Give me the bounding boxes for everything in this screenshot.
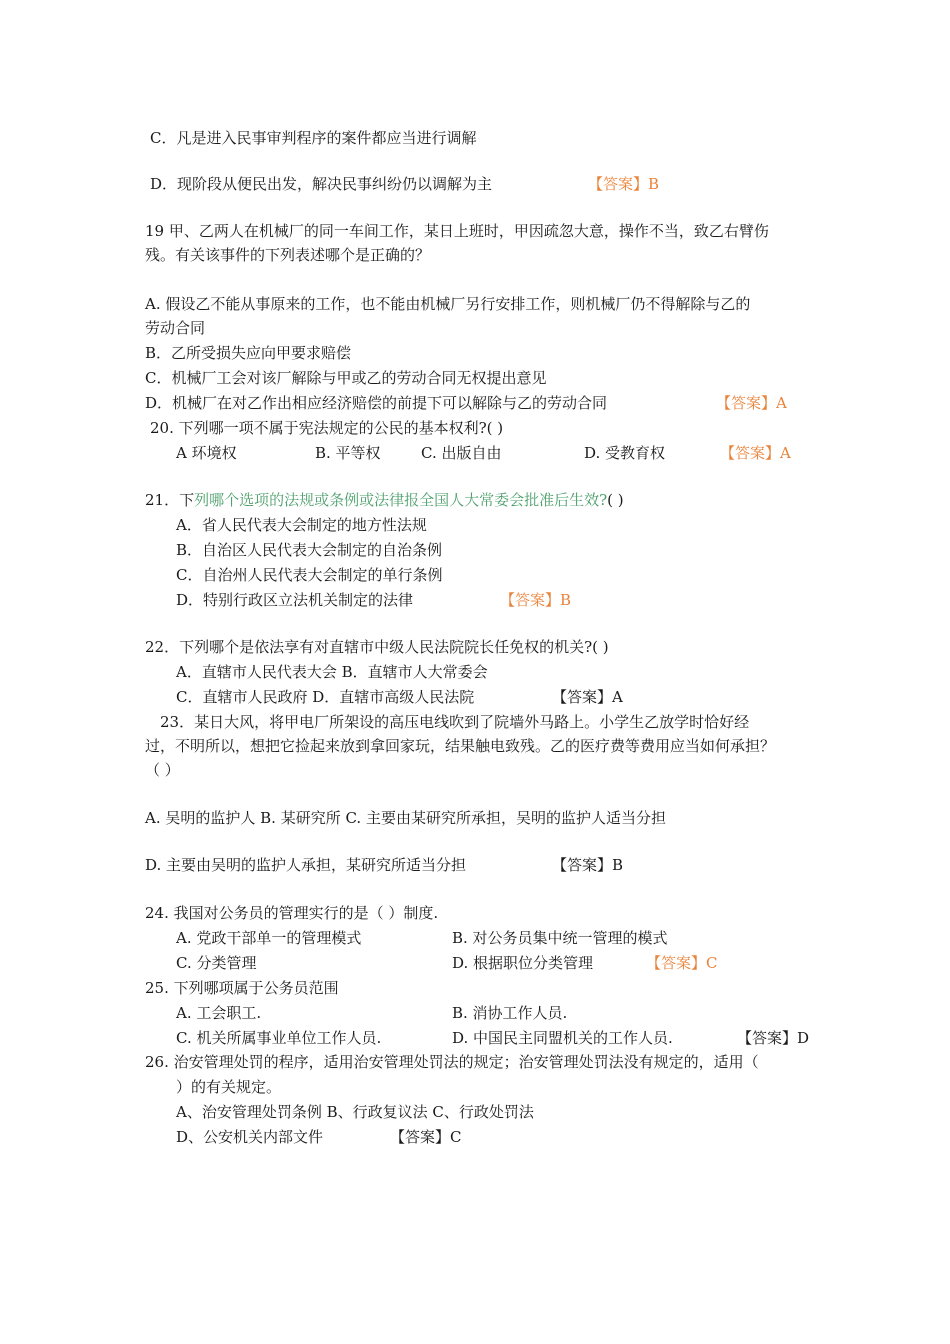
q25-option-d: D. 中国民主同盟机关的工作人员. <box>452 1029 673 1047</box>
q26-options-abc: A、治安管理处罚条例 B、行政复议法 C、行政处罚法 <box>176 1103 534 1121</box>
q26-answer: 【答案】C <box>390 1128 462 1146</box>
q23-stem-line-1: 23．某日大风，将甲电厂所架设的高压电线吹到了院墙外马路上。小学生乙放学时恰好经 <box>160 713 750 731</box>
q26-stem-line-1: 26. 治安管理处罚的程序，适用治安管理处罚法的规定；治安管理处罚法没有规定的，适用（ <box>145 1053 759 1071</box>
q19-answer: 【答案】A <box>716 394 787 412</box>
q21-option-c: C．自治州人民代表大会制定的单行条例 <box>176 566 443 584</box>
q21-stem-highlight: 列哪个选项的法规或条例或法律报全国人大常委会批准后生效? <box>194 491 608 509</box>
q24-option-c: C. 分类管理 <box>176 954 257 972</box>
q24-stem: 24. 我国对公务员的管理实行的是（ ）制度. <box>145 904 439 922</box>
q21-stem <box>145 489 624 511</box>
q25-stem: 25. 下列哪项属于公务员范围 <box>145 979 339 997</box>
q20-stem: 20. 下列哪一项不属于宪法规定的公民的基本权利?( ) <box>150 419 504 437</box>
q20-answer: 【答案】A <box>720 444 791 462</box>
q23-stem-line-2: 过，不明所以，想把它捡起来放到拿回家玩，结果触电致残。乙的医疗费等费用应当如何承担？ <box>145 737 776 755</box>
q24-option-d: D. 根据职位分类管理 <box>452 954 594 972</box>
q23-stem-line-3: （ ） <box>145 761 180 779</box>
q23-options-abc: A. 吴明的监护人 B. 某研究所 C. 主要由某研究所承担，吴明的监护人适当分担 <box>145 809 666 827</box>
q25-option-a: A. 工会职工. <box>176 1004 262 1022</box>
q22-options-ab: A．直辖市人民代表大会 B．直辖市人大常委会 <box>176 663 488 681</box>
q18-answer: 【答案】B <box>588 175 660 193</box>
q21-option-b: B．自治区人民代表大会制定的自治条例 <box>176 541 443 559</box>
q22-stem: 22．下列哪个是依法享有对直辖市中级人民法院院长任免权的机关?( ) <box>145 638 609 656</box>
q24-option-b: B. 对公务员集中统一管理的模式 <box>452 929 668 947</box>
q22-options-cd: C．直辖市人民政府 D．直辖市高级人民法院 <box>176 688 475 706</box>
q18-option-c: C．凡是进入民事审判程序的案件都应当进行调解 <box>150 129 477 147</box>
q22-answer: 【答案】A <box>552 688 623 706</box>
q25-option-c: C. 机关所属事业单位工作人员. <box>176 1029 382 1047</box>
q20-option-a: A 环境权 <box>176 444 237 462</box>
q25-answer: 【答案】D <box>737 1029 810 1047</box>
q26-stem-line-2: ）的有关规定。 <box>176 1078 282 1096</box>
q21-option-d: D．特别行政区立法机关制定的法律 <box>176 591 414 609</box>
q21-option-a: A．省人民代表大会制定的地方性法规 <box>176 516 427 534</box>
q19-option-a-line-2: 劳动合同 <box>145 319 206 337</box>
q24-answer: 【答案】C <box>646 954 718 972</box>
q19-option-b: B．乙所受损失应向甲要求赔偿 <box>145 344 352 362</box>
q19-option-a-line-1: A. 假设乙不能从事原来的工作，也不能由机械厂另行安排工作，则机械厂仍不得解除与乙的 <box>145 295 751 313</box>
q23-option-d: D. 主要由吴明的监护人承担，某研究所适当分担 <box>145 856 467 874</box>
q19-stem-line-1: 19 甲、乙两人在机械厂的同一车间工作，某日上班时，甲因疏忽大意，操作不当，致乙右臂伤 <box>145 222 769 240</box>
q19-option-d: D．机械厂在对乙作出相应经济赔偿的前提下可以解除与乙的劳动合同 <box>145 394 608 412</box>
q18-option-d: D．现阶段从便民出发，解决民事纠纷仍以调解为主 <box>150 175 493 193</box>
q19-option-c: C．机械厂工会对该厂解除与甲或乙的劳动合同无权提出意见 <box>145 369 547 387</box>
q25-option-b: B. 消协工作人员. <box>452 1004 568 1022</box>
q20-option-b: B. 平等权 <box>315 444 381 462</box>
q21-stem-suffix: ( ) <box>607 491 624 509</box>
q26-option-d: D、公安机关内部文件 <box>176 1128 324 1146</box>
q19-stem-line-2: 残。有关该事件的下列表述哪个是正确的？ <box>145 246 431 264</box>
q21-answer: 【答案】B <box>500 591 572 609</box>
q23-answer: 【答案】B <box>552 856 624 874</box>
q20-option-d: D. 受教育权 <box>584 444 666 462</box>
q20-option-c: C. 出版自由 <box>421 444 502 462</box>
q24-option-a: A. 党政干部单一的管理模式 <box>176 929 362 947</box>
q21-stem-prefix: 21．下 <box>145 491 195 509</box>
